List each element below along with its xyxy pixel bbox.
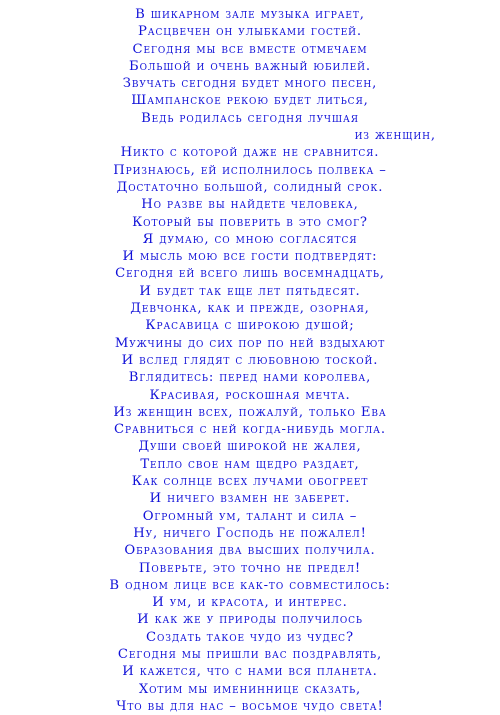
poem-line: Красавица с широкою душой;	[145, 318, 355, 334]
poem-line: Я думаю, со мною согласятся	[142, 231, 358, 247]
poem-line: В шикарном зале музыка играет,	[135, 7, 365, 22]
poem	[0, 6, 500, 715]
poem-line: И будет так еще лет пятьдесят.	[139, 283, 361, 299]
poem-line: И кажется, что с нами вся планета.	[122, 664, 378, 680]
poem-line: Звучать сегодня будет много песен,	[122, 76, 378, 92]
poem-line: И как же у природы получилось	[137, 612, 363, 628]
poem-line: Большой и очень важный юбилей.	[129, 58, 371, 74]
poem-line: Но разве вы найдете человека,	[141, 197, 359, 213]
poem-line: Сегодня мы пришли вас поздравлять,	[117, 646, 383, 662]
poem-line: Души своей широкой не жалея,	[138, 439, 362, 455]
poem-line: И ум, и красота, и интерес.	[152, 595, 348, 611]
poem-line: Из женщин всех, пожалуй, только Ева	[113, 404, 387, 420]
poem-line: Который бы поверить в это смог?	[132, 214, 368, 230]
poem-line: Шампанское рекою будет литься,	[131, 93, 369, 109]
poem-line: Тепло свое нам щедро раздает,	[140, 456, 360, 472]
poem-line: Ну, ничего Господь не пожалел!	[133, 525, 367, 541]
poem-line: Никто с которой даже не сравнится.	[120, 145, 380, 161]
poem-line: Сегодня ей всего лишь восемнадцать,	[115, 266, 385, 282]
poem-line: И вслед глядят с любовною тоской.	[121, 352, 379, 368]
poem-line: Сравниться с ней когда-нибудь могла.	[114, 422, 386, 438]
poem-line: В одном лице все как-то совместилось:	[109, 577, 391, 593]
poem-line: Признаюсь, ей исполнилось полвека –	[113, 162, 387, 178]
poem-line: Ведь родилась сегодня лучшая	[141, 110, 359, 126]
poem-line: Как солнце всех лучами обогреет	[131, 474, 369, 490]
poem-line: Поверьте, это точно не предел!	[138, 560, 362, 576]
poem-line: И ничего взамен не заберет.	[149, 491, 351, 507]
poem-line: Мужчины до сих пор по ней вздыхают	[114, 335, 386, 351]
poem-line: И мысль мою все гости подтвердят:	[122, 249, 378, 265]
poem-line: Достаточно большой, солидный срок.	[116, 179, 384, 195]
poem-line: Образования два высших получила.	[124, 543, 376, 559]
poem-line: Создать такое чудо из чудес?	[146, 629, 354, 645]
poem-line: Вглядитесь: перед нами королева,	[128, 370, 372, 386]
poem-line: Девчонка, как и прежде, озорная,	[130, 301, 370, 317]
poem-line: Хотим мы имениннице сказать,	[138, 681, 362, 697]
poem-line: Красивая, роскошная мечта.	[149, 387, 351, 403]
poem-line-continuation: из женщин,	[354, 128, 436, 144]
poem-line: Что вы для нас – восьмое чудо света!	[116, 698, 384, 714]
poem-line: Огромный ум, талант и сила –	[142, 508, 358, 524]
poem-line: Сегодня мы все вместе отмечаем	[132, 41, 368, 57]
poem-line: Расцвечен он улыбками гостей.	[137, 24, 363, 40]
